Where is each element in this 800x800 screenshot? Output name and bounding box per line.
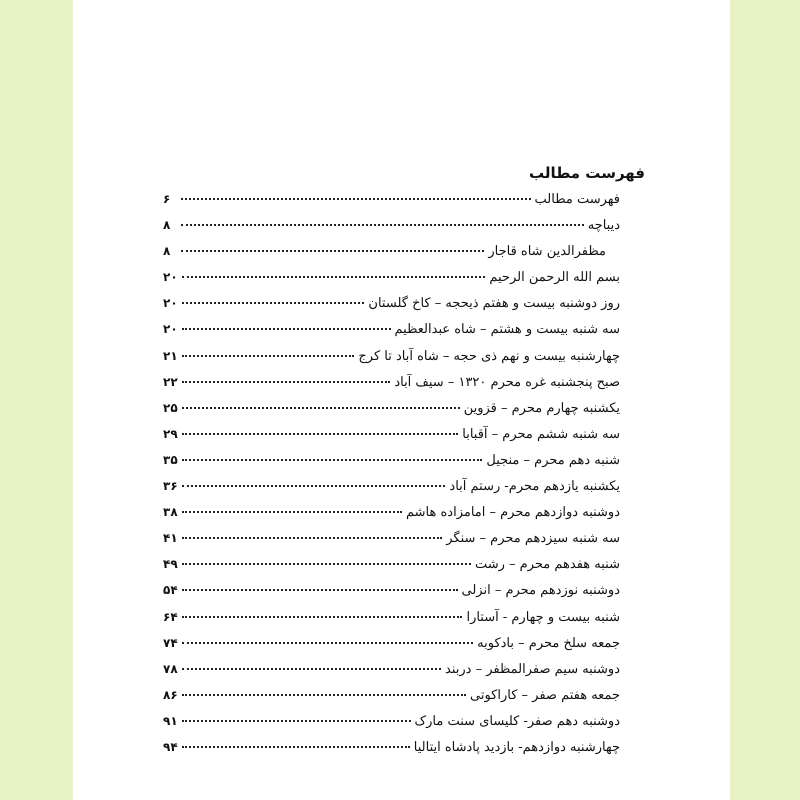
toc-entry-title: شنبه هفدهم محرم – رشت [474,557,620,573]
toc-entry-page-number: ۳۸ [163,505,178,520]
toc-entry[interactable] [163,577,620,603]
toc-entry[interactable] [163,525,620,551]
toc-entry[interactable] [163,630,620,656]
toc-entry-page-number: ۶۴ [163,609,178,624]
toc-entry-page-number: ۲۰ [163,296,178,311]
dot-leader [182,563,471,565]
toc-entry-title: سه شنبه سیزدهم محرم – سنگر [446,531,620,547]
toc-entry-title: شنبه بیست و چهارم - آستارا [466,609,620,625]
document-page [73,0,730,800]
toc-entry[interactable] [163,447,620,473]
toc-entry-page-number: ۲۹ [163,426,178,441]
toc-entry-title: یکشنبه چهارم محرم – قزوین [463,400,620,416]
toc-entry-page-number: ۴۱ [163,531,178,546]
toc-entry-title: جمعه هفتم صفر – کاراکوتی [469,687,620,703]
toc-entry-page-number: ۴۹ [163,557,178,572]
toc-entry[interactable] [163,395,620,421]
toc-entry-page-number: ۷۸ [163,661,178,676]
toc-entry-title: شنبه دهم محرم – منجیل [486,452,620,468]
dot-leader [182,459,483,461]
toc-entry-title: دوشنبه سیم صفرالمظفر – دربند [445,661,620,677]
toc-entry-page-number: ۸۶ [163,687,178,702]
toc-entry[interactable] [163,421,620,447]
dot-leader [182,511,402,513]
toc-entry-page-number: ۹۱ [163,713,178,728]
toc-entry-title: دوشنبه دوازدهم محرم – امامزاده هاشم [405,505,620,521]
toc-entry[interactable] [163,290,620,316]
table-of-contents [163,160,645,760]
toc-entry-title: جمعه سلخ محرم – بادکوبه [477,635,620,651]
dot-leader [182,407,460,409]
toc-entry-page-number: ۲۵ [163,400,178,415]
toc-entry-page-number: ۲۲ [163,374,178,389]
toc-entry[interactable] [163,734,620,760]
dot-leader [182,720,411,722]
dot-leader [182,328,391,330]
toc-entry-title: یکشنبه یازدهم محرم- رستم آباد [449,479,620,495]
toc-entry[interactable] [163,369,620,395]
toc-entry-page-number: ۳۵ [163,452,178,467]
toc-entry[interactable] [163,604,620,630]
toc-entry-page-number: ۲۰ [163,270,178,285]
toc-title: فهرست مطالب [529,164,645,182]
toc-entry[interactable] [163,682,620,708]
toc-entry[interactable] [163,656,620,682]
toc-entry-title: صبح پنجشنبه غره محرم ۱۳۲۰ – سیف آباد [394,374,620,390]
toc-entry-page-number: ۵۴ [163,583,178,598]
toc-entry-title: بسم الله الرحمن الرحیم [489,270,620,286]
toc-entry[interactable] [163,264,620,290]
toc-entry[interactable] [163,212,620,238]
toc-entry-title: سه شنبه بیست و هشتم – شاه عبدالعظیم [394,322,620,338]
toc-entry-page-number: ۶ [163,192,171,206]
dot-leader [182,694,466,696]
toc-entry-title: مظفرالدین شاه قاجار [488,244,606,260]
toc-entry[interactable] [163,316,620,342]
dot-leader [182,537,443,539]
dot-leader [182,589,458,591]
toc-entry-title: سه شنبه ششم محرم – آقبابا [462,426,620,442]
toc-entry-title: دوشنبه نوزدهم محرم – انزلی [461,583,620,599]
toc-entry-title: دیباچه [587,218,620,234]
toc-entry-page-number: ۸ [163,244,171,259]
toc-entry-title: دوشنبه دهم صفر- کلیسای سنت مارک [414,713,620,729]
dot-leader [181,250,484,252]
dot-leader [182,433,459,435]
toc-entry-title: چهارشنبه بیست و نهم ذی حجه – شاه آباد تا کرج [358,348,620,364]
toc-list [163,186,620,760]
dot-leader [182,381,391,383]
toc-entry[interactable] [163,238,620,264]
dot-leader [181,224,584,226]
dot-leader [182,746,410,748]
toc-entry-title: فهرست مطالب [534,192,620,207]
toc-entry[interactable] [163,343,620,369]
toc-entry-title: روز دوشنبه بیست و هفتم ذیحجه – کاخ گلستان [368,296,620,312]
toc-entry-page-number: ۷۴ [163,635,178,650]
toc-entry-page-number: ۲۱ [163,348,178,363]
dot-leader [182,485,446,487]
dot-leader [181,198,531,200]
toc-entry-page-number: ۸ [163,218,171,233]
dot-leader [182,616,463,618]
toc-entry-page-number: ۹۴ [163,739,178,754]
toc-entry[interactable] [163,708,620,734]
toc-entry[interactable] [163,499,620,525]
toc-entry[interactable] [163,551,620,577]
dot-leader [182,302,365,304]
toc-entry[interactable] [163,473,620,499]
toc-entry-page-number: ۲۰ [163,322,178,337]
toc-entry[interactable] [163,186,620,212]
dot-leader [182,355,355,357]
toc-entry-page-number: ۳۶ [163,479,178,494]
dot-leader [182,276,486,278]
toc-entry-title: چهارشنبه دوازدهم- بازدید پادشاه ایتالیا [413,739,620,755]
dot-leader [182,642,473,644]
dot-leader [182,668,441,670]
